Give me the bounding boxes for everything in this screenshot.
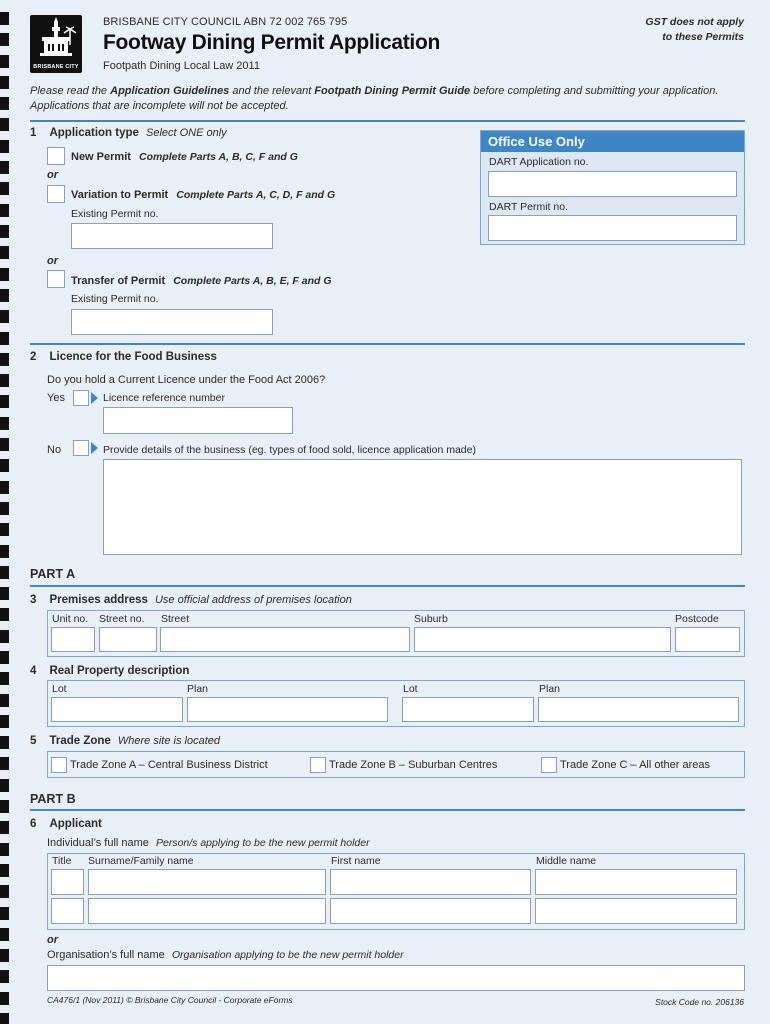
business-details-label: Provide details of the business (eg. types of food sold, licence application made) (103, 444, 476, 456)
binding-hole (0, 779, 9, 792)
binding-hole (0, 289, 9, 302)
variation-permit-checkbox[interactable] (47, 185, 65, 203)
binding-hole (0, 843, 9, 856)
binding-hole (0, 33, 9, 46)
page-subtitle: Footpath Dining Local Law 2011 (103, 60, 260, 72)
binding-hole (0, 630, 9, 643)
middle-name-label: Middle name (536, 855, 597, 867)
section-4-heading (30, 665, 189, 677)
binding-hole (0, 694, 9, 707)
section-title: Applicant (49, 818, 102, 830)
or-label: or (47, 169, 58, 181)
binding-hole (0, 757, 9, 770)
binding-hole (0, 992, 9, 1005)
binding-hole (0, 182, 9, 195)
intro-t2: and the relevant (229, 85, 315, 97)
trade-zone-b-checkbox[interactable] (310, 757, 326, 773)
binding-hole (0, 885, 9, 898)
organisation-name-heading (47, 949, 404, 961)
licence-question: Do you hold a Current Licence under the Food Act 2006? (47, 374, 326, 386)
option-label: New Permit (71, 151, 131, 163)
section-number: 3 (30, 594, 37, 606)
gst-line-1: GST does not apply (645, 16, 744, 28)
option-label: Transfer of Permit (71, 275, 166, 287)
brisbane-city-logo (30, 15, 82, 73)
individual-name-heading (47, 837, 370, 849)
trade-zone-b-label: Trade Zone B – Suburban Centres (329, 759, 498, 771)
yes-checkbox[interactable] (73, 390, 89, 406)
city-hall-icon (30, 15, 82, 61)
binding-hole (0, 545, 9, 558)
divider (30, 120, 745, 122)
surname-input-2[interactable] (88, 898, 326, 924)
trade-zone-a-label: Trade Zone A – Central Business District (70, 759, 268, 771)
or-label: or (47, 255, 58, 267)
binding-hole (0, 864, 9, 877)
gst-notice (645, 15, 744, 45)
gst-line-2: to these Permits (662, 31, 744, 43)
binding-hole (0, 97, 9, 110)
binding-hole (0, 268, 9, 281)
surname-label: Surname/Family name (88, 855, 194, 867)
section-title: Application type (49, 127, 139, 139)
binding-hole (0, 907, 9, 920)
individual-name-hint: Person/s applying to be the new permit holder (155, 837, 370, 849)
lot-input[interactable] (51, 697, 183, 722)
first-name-label: First name (331, 855, 381, 867)
transfer-existing-permit-input[interactable] (71, 309, 273, 335)
binding-hole (0, 928, 9, 941)
binding-hole (0, 55, 9, 68)
section-title: Real Property description (49, 665, 190, 677)
binding-hole (0, 332, 9, 345)
binding-hole (0, 246, 9, 259)
binding-hole (0, 310, 9, 323)
logo-text: BRISBANE CITY (33, 64, 79, 70)
no-checkbox[interactable] (73, 440, 89, 456)
binding-strip (0, 0, 14, 1024)
section-hint: Where site is located (117, 735, 220, 747)
option-hint: Complete Parts A, B, C, F and G (138, 151, 298, 163)
binding-hole (0, 1013, 9, 1024)
council-abn: BRISBANE CITY COUNCIL ABN 72 002 765 795 (103, 16, 348, 28)
dart-application-input[interactable] (488, 171, 737, 197)
office-use-panel (480, 130, 745, 245)
individual-name-label: Individual’s full name (47, 837, 149, 849)
title-input-2[interactable] (51, 898, 84, 924)
binding-hole (0, 800, 9, 813)
plan-label: Plan (187, 683, 209, 695)
part-a-heading: PART A (30, 567, 76, 581)
page-title: Footway Dining Permit Application (103, 31, 441, 54)
plan-input-2[interactable] (538, 697, 739, 722)
section-hint: Use official address of premises location (154, 594, 352, 606)
binding-hole (0, 821, 9, 834)
section-3-heading (30, 594, 352, 606)
section-2-heading (30, 351, 217, 363)
or-label: or (47, 934, 58, 946)
arrow-icon (91, 442, 98, 454)
binding-hole (0, 417, 9, 430)
organisation-name-hint: Organisation applying to be the new permit holder (171, 949, 404, 961)
section-number: 6 (30, 818, 37, 830)
binding-hole (0, 374, 9, 387)
arrow-icon (91, 392, 98, 404)
intro-t1: Please read the (30, 85, 111, 97)
transfer-permit-checkbox[interactable] (47, 270, 65, 288)
intro-text (30, 84, 750, 114)
section-title: Trade Zone (49, 735, 111, 747)
binding-hole (0, 502, 9, 515)
dart-application-label: DART Application no. (489, 156, 589, 168)
divider (30, 343, 745, 345)
option-hint: Complete Parts A, B, E, F and G (173, 275, 332, 287)
postcode-input[interactable] (675, 627, 740, 652)
binding-hole (0, 566, 9, 579)
existing-permit-label: Existing Permit no. (71, 208, 159, 220)
street-no-label: Street no. (99, 613, 145, 625)
intro-t3: before completing and submitting your application. (470, 85, 719, 97)
organisation-name-label: Organisation’s full name (47, 949, 165, 961)
binding-hole (0, 949, 9, 962)
section-hint: Select ONE only (145, 127, 227, 139)
intro-guidelines: Application Guidelines (110, 85, 230, 97)
section-number: 4 (30, 665, 37, 677)
section-number: 5 (30, 735, 37, 747)
footer-stock-code: Stock Code no. 206136 (655, 997, 744, 1007)
intro-guide: Footpath Dining Permit Guide (314, 85, 471, 97)
binding-hole (0, 736, 9, 749)
binding-hole (0, 76, 9, 89)
trade-zone-c-checkbox[interactable] (541, 757, 557, 773)
office-use-title: Office Use Only (481, 131, 744, 152)
option-hint: Complete Parts A, C, D, F and G (176, 189, 336, 201)
licence-reference-input[interactable] (103, 407, 293, 434)
binding-hole (0, 523, 9, 536)
footer-form-code: CA476/1 (Nov 2011) © Brisbane City Council - Corporate eForms (47, 995, 293, 1005)
binding-hole (0, 608, 9, 621)
section-1-heading (30, 127, 227, 139)
variation-permit-label (71, 189, 335, 201)
binding-hole (0, 225, 9, 238)
binding-hole (0, 715, 9, 728)
transfer-permit-label (71, 275, 332, 287)
section-title: Premises address (49, 594, 148, 606)
binding-hole (0, 481, 9, 494)
variation-existing-permit-input[interactable] (71, 223, 273, 249)
binding-hole (0, 204, 9, 217)
section-title: Licence for the Food Business (49, 351, 217, 363)
existing-permit-label: Existing Permit no. (71, 293, 159, 305)
section-6-heading (30, 818, 102, 830)
binding-hole (0, 459, 9, 472)
intro-line-2: Applications that are incomplete will not be accepted. (30, 100, 289, 112)
new-permit-checkbox[interactable] (47, 147, 65, 165)
section-number: 2 (30, 351, 37, 363)
binding-hole (0, 587, 9, 600)
plan-input[interactable] (187, 697, 388, 722)
binding-hole (0, 651, 9, 664)
surname-input[interactable] (88, 869, 326, 895)
street-label: Street (161, 613, 190, 625)
trade-zone-c-label: Trade Zone C – All other areas (560, 759, 711, 771)
title-label: Title (52, 855, 72, 867)
lot-label: Lot (52, 683, 67, 695)
licence-reference-label: Licence reference number (103, 392, 225, 404)
lot-input-2[interactable] (402, 697, 534, 722)
trade-zone-a-checkbox[interactable] (51, 757, 67, 773)
organisation-name-input[interactable] (47, 965, 745, 991)
binding-hole (0, 970, 9, 983)
title-input[interactable] (51, 869, 84, 895)
middle-name-input[interactable] (535, 869, 737, 895)
new-permit-label (71, 151, 298, 163)
divider (30, 809, 745, 811)
binding-hole (0, 118, 9, 131)
unit-no-input[interactable] (51, 627, 95, 652)
binding-hole (0, 140, 9, 153)
suburb-input[interactable] (414, 627, 671, 652)
section-number: 1 (30, 127, 37, 139)
plan-label: Plan (539, 683, 561, 695)
option-label: Variation to Permit (71, 189, 169, 201)
middle-name-input-2[interactable] (535, 898, 737, 924)
unit-no-label: Unit no. (52, 613, 89, 625)
binding-hole (0, 12, 9, 25)
yes-label: Yes (47, 392, 65, 404)
binding-hole (0, 353, 9, 366)
binding-hole (0, 672, 9, 685)
dart-permit-label: DART Permit no. (489, 201, 568, 213)
binding-hole (0, 395, 9, 408)
business-details-textarea[interactable] (103, 459, 742, 555)
postcode-label: Postcode (675, 613, 719, 625)
binding-hole (0, 438, 9, 451)
divider (30, 585, 745, 587)
street-no-input[interactable] (99, 627, 157, 652)
part-b-heading: PART B (30, 792, 76, 806)
suburb-label: Suburb (414, 613, 448, 625)
binding-hole (0, 161, 9, 174)
street-input[interactable] (160, 627, 410, 652)
dart-permit-input[interactable] (488, 215, 737, 241)
no-label: No (47, 444, 62, 456)
section-5-heading (30, 735, 220, 747)
first-name-input[interactable] (330, 869, 531, 895)
lot-label: Lot (403, 683, 418, 695)
first-name-input-2[interactable] (330, 898, 531, 924)
